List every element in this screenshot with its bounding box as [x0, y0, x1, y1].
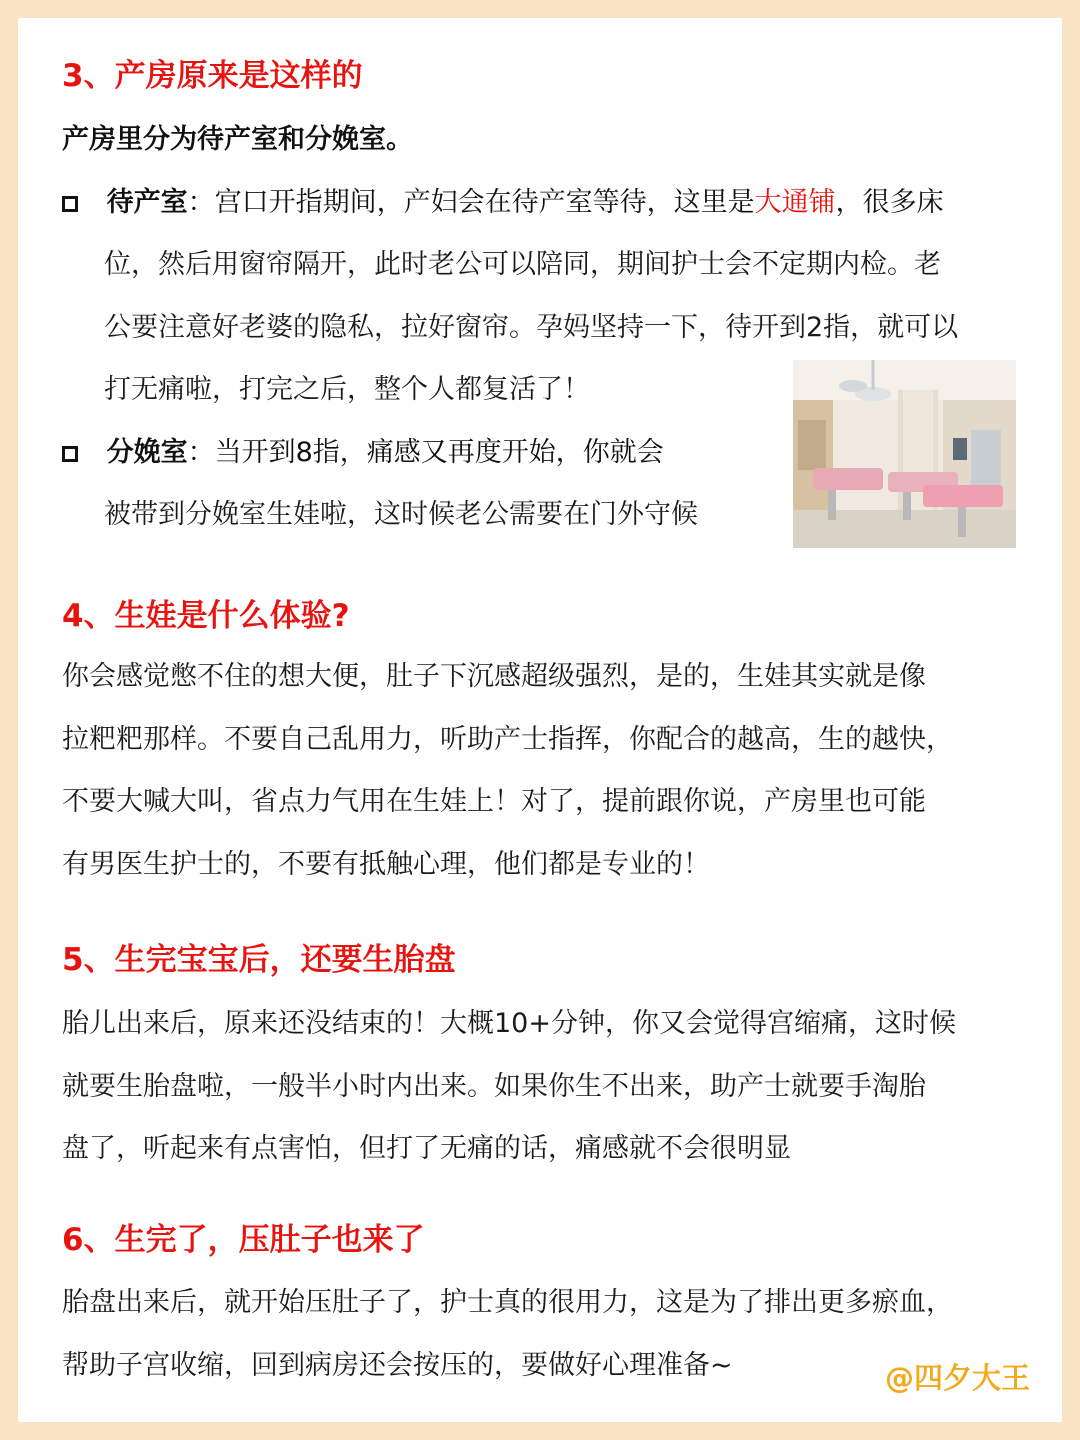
labor-room-line-2: 位，然后用窗帘隔开，此时老公可以陪同，期间护士会不定期内检。老 — [104, 249, 941, 280]
section-4-line-2: 拉粑粑那样。不要自己乱用力，听助产士指挥，你配合的越高，生的越快， — [62, 724, 953, 755]
checkbox-square-icon — [62, 446, 78, 462]
section-4-line-4: 有男医生护士的，不要有抵触心理，他们都是专业的！ — [62, 849, 710, 880]
article-card — [18, 18, 1062, 1422]
section-6-title: 6、生完了，压肚子也来了 — [62, 1222, 425, 1258]
author-watermark: @四夕大王 — [884, 1361, 1030, 1395]
delivery-room-illustration — [793, 360, 1016, 548]
labor-room-sep: ： — [187, 187, 215, 218]
bullet-item-delivery-room — [62, 422, 664, 485]
delivery-room-line-2: 被带到分娩室生娃啦，这时候老公需要在门外守候 — [104, 499, 698, 530]
labor-room-highlight: 大通铺 — [754, 187, 836, 218]
delivery-room-photo — [793, 360, 1016, 548]
section-6-line-2: 帮助子宫收缩，回到病房还会按压的，要做好心理准备~ — [62, 1350, 733, 1381]
section-3-intro: 产房里分为待产室和分娩室。 — [62, 124, 413, 155]
section-5-line-2: 就要生胎盘啦，一般半小时内出来。如果你生不出来，助产士就要手淘胎 — [62, 1071, 926, 1102]
section-5-line-3: 盘了，听起来有点害怕，但打了无痛的话，痛感就不会很明显 — [62, 1133, 791, 1164]
labor-room-text-after: ，很多床 — [835, 187, 944, 218]
section-5-line-1: 胎儿出来后，原来还没结束的！大概10+分钟，你又会觉得宫缩痛，这时候 — [62, 1008, 956, 1039]
labor-room-label: 待产室 — [106, 187, 188, 218]
section-4-line-3: 不要大喊大叫，省点力气用在生娃上！对了，提前跟你说，产房里也可能 — [62, 786, 926, 817]
delivery-room-sep: ： — [187, 437, 215, 468]
section-4-title: 4、生娃是什么体验? — [62, 598, 350, 634]
section-3-title: 3、产房原来是这样的 — [62, 58, 363, 94]
section-5-title: 5、生完宝宝后，还要生胎盘 — [62, 942, 456, 978]
bullet-item-labor-room — [62, 172, 944, 235]
delivery-room-label: 分娩室 — [106, 437, 188, 468]
checkbox-square-icon — [62, 196, 78, 212]
section-4-line-1: 你会感觉憋不住的想大便，肚子下沉感超级强烈，是的，生娃其实就是像 — [62, 661, 926, 692]
labor-room-text-before: 宫口开指期间，产妇会在待产室等待，这里是 — [214, 187, 755, 218]
section-6-line-1: 胎盘出来后，就开始压肚子了，护士真的很用力，这是为了排出更多瘀血， — [62, 1287, 953, 1318]
labor-room-line-4: 打无痛啦，打完之后，整个人都复活了！ — [104, 374, 590, 405]
labor-room-line-3: 公要注意好老婆的隐私，拉好窗帘。孕妈坚持一下，待开到2指，就可以 — [104, 312, 959, 343]
delivery-room-line-1: 当开到8指，痛感又再度开始，你就会 — [214, 437, 664, 468]
